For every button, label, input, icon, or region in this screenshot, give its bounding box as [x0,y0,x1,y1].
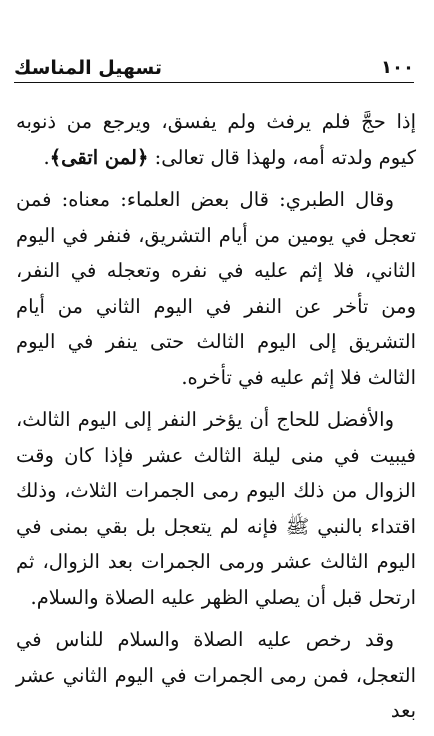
running-header [14,52,414,80]
page-number: ١٠٠ [381,57,414,78]
paragraph-1 [16,104,416,175]
paragraph-4: وقد رخص عليه الصلاة والسلام للناس في التعجل، فمن رمى الجمرات في اليوم الثاني عشر بعد [16,628,416,722]
paragraph-1-end: . [43,145,50,169]
page-body [16,104,416,736]
book-title: تسهيل المناسك [14,57,162,79]
paragraph-2: وقال الطبري: قال بعض العلماء: معناه: فمن تعجل في يومين من أيام التشريق، فنفر في اليوم الثاني، فلا إثم عليه في نفره وتعجله في النفر، ومن تأخر عن النفر في اليوم الثاني من أيام التشريق إلى اليوم الثالث حتى ينفر في اليوم الثالث فلا إثم عليه في تأخره. [16,188,416,389]
paragraph-1-text: إذا حجَّ فلم يرفث ولم يفسق، ويرجع من ذنوبه كيوم ولدته أمه، ولهذا قال تعالى: [16,110,416,169]
quran-citation: ﴿لمن اتقى﴾ [49,145,149,169]
header-divider [14,82,414,83]
paragraph-3: والأفضل للحاج أن يؤخر النفر إلى اليوم الثالث، فيبيت في منى ليلة الثالث عشر فإذا كان وقت الزوال من ذلك اليوم رمى الجمرات الثلاث، وذلك اقتداء بالنبي ﷺ فإنه لم يتعجل بل بقي بمنى في اليوم الثالث عشر ورمى الجمرات بعد الزوال، ثم ارتحل قبل أن يصلي الظهر عليه الصلاة والسلام. [16,408,416,609]
